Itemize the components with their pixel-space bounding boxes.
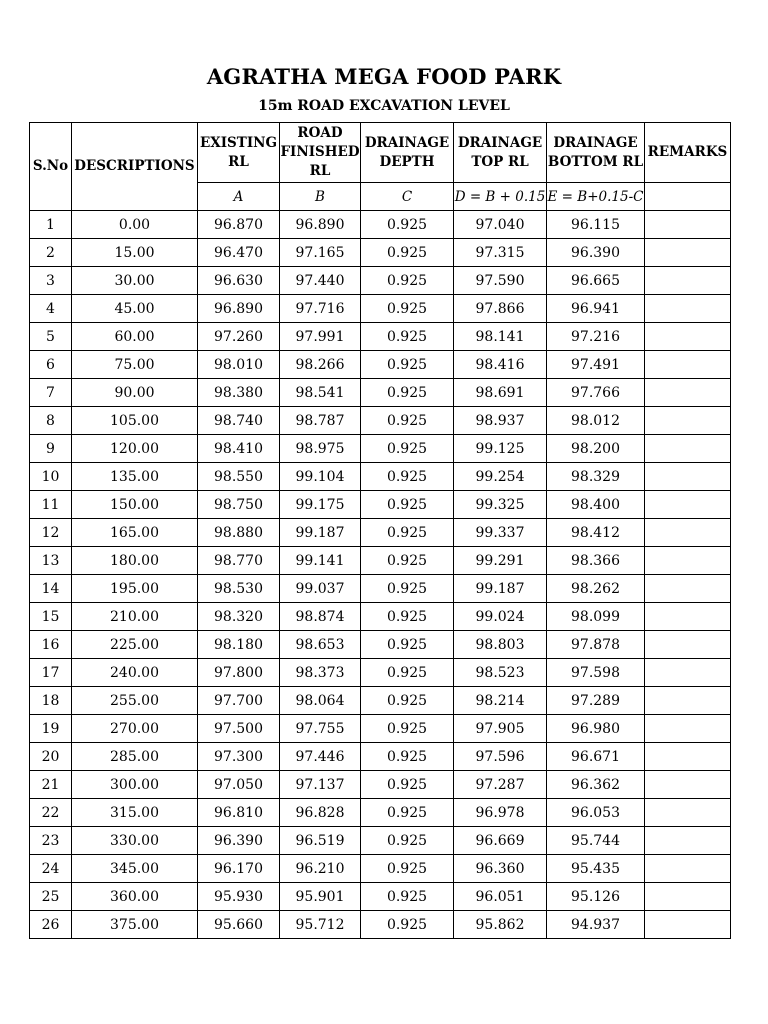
cell-existing-rl: 96.470 <box>198 239 280 267</box>
cell-sno: 4 <box>30 295 72 323</box>
cell-drainage-top-rl: 97.596 <box>454 743 547 771</box>
table-row <box>30 463 731 491</box>
cell-drainage-bottom-rl: 95.435 <box>547 855 645 883</box>
cell-existing-rl: 98.180 <box>198 631 280 659</box>
cell-description: 255.00 <box>72 687 198 715</box>
cell-existing-rl: 95.660 <box>198 911 280 939</box>
cell-description: 60.00 <box>72 323 198 351</box>
excavation-level-table <box>29 122 731 939</box>
header-descriptions: DESCRIPTIONS <box>72 123 198 211</box>
cell-description: 285.00 <box>72 743 198 771</box>
header-drainage-depth: DRAINAGE DEPTH <box>361 123 454 183</box>
cell-sno: 21 <box>30 771 72 799</box>
cell-drainage-depth: 0.925 <box>361 351 454 379</box>
cell-drainage-top-rl: 99.187 <box>454 575 547 603</box>
formula-drainage-depth: C <box>361 183 454 211</box>
cell-road-finished-rl: 95.712 <box>280 911 361 939</box>
cell-remarks <box>645 435 731 463</box>
cell-existing-rl: 98.320 <box>198 603 280 631</box>
cell-road-finished-rl: 98.874 <box>280 603 361 631</box>
cell-drainage-bottom-rl: 98.262 <box>547 575 645 603</box>
cell-drainage-top-rl: 98.214 <box>454 687 547 715</box>
cell-existing-rl: 97.260 <box>198 323 280 351</box>
cell-drainage-depth: 0.925 <box>361 799 454 827</box>
cell-drainage-bottom-rl: 98.329 <box>547 463 645 491</box>
header-drainage-bottom-rl: DRAINAGE BOTTOM RL <box>547 123 645 183</box>
cell-remarks <box>645 575 731 603</box>
cell-road-finished-rl: 97.440 <box>280 267 361 295</box>
cell-sno: 16 <box>30 631 72 659</box>
header-drainage-top-rl: DRAINAGE TOP RL <box>454 123 547 183</box>
cell-existing-rl: 98.740 <box>198 407 280 435</box>
cell-existing-rl: 98.880 <box>198 519 280 547</box>
formula-drainage-bottom-rl: E = B+0.15-C <box>547 183 645 211</box>
cell-drainage-top-rl: 96.978 <box>454 799 547 827</box>
cell-description: 360.00 <box>72 883 198 911</box>
cell-road-finished-rl: 98.653 <box>280 631 361 659</box>
cell-remarks <box>645 743 731 771</box>
cell-description: 270.00 <box>72 715 198 743</box>
table-row <box>30 323 731 351</box>
cell-sno: 8 <box>30 407 72 435</box>
cell-remarks <box>645 603 731 631</box>
table-row <box>30 911 731 939</box>
table-row <box>30 687 731 715</box>
cell-drainage-depth: 0.925 <box>361 407 454 435</box>
cell-description: 75.00 <box>72 351 198 379</box>
cell-existing-rl: 98.380 <box>198 379 280 407</box>
cell-road-finished-rl: 97.137 <box>280 771 361 799</box>
cell-remarks <box>645 211 731 239</box>
cell-road-finished-rl: 96.519 <box>280 827 361 855</box>
cell-remarks <box>645 491 731 519</box>
cell-drainage-top-rl: 95.862 <box>454 911 547 939</box>
table-row <box>30 491 731 519</box>
cell-road-finished-rl: 97.991 <box>280 323 361 351</box>
table-row <box>30 855 731 883</box>
table-row <box>30 771 731 799</box>
cell-drainage-bottom-rl: 98.099 <box>547 603 645 631</box>
cell-description: 105.00 <box>72 407 198 435</box>
cell-drainage-top-rl: 97.905 <box>454 715 547 743</box>
cell-drainage-bottom-rl: 98.366 <box>547 547 645 575</box>
cell-description: 0.00 <box>72 211 198 239</box>
cell-drainage-depth: 0.925 <box>361 603 454 631</box>
table-row <box>30 519 731 547</box>
cell-remarks <box>645 855 731 883</box>
formula-existing-rl: A <box>198 183 280 211</box>
cell-remarks <box>645 463 731 491</box>
cell-road-finished-rl: 96.828 <box>280 799 361 827</box>
table-row <box>30 631 731 659</box>
cell-existing-rl: 98.550 <box>198 463 280 491</box>
cell-drainage-depth: 0.925 <box>361 491 454 519</box>
cell-drainage-top-rl: 98.803 <box>454 631 547 659</box>
table-row <box>30 239 731 267</box>
cell-existing-rl: 96.630 <box>198 267 280 295</box>
cell-remarks <box>645 323 731 351</box>
cell-road-finished-rl: 97.755 <box>280 715 361 743</box>
cell-existing-rl: 95.930 <box>198 883 280 911</box>
cell-existing-rl: 98.010 <box>198 351 280 379</box>
cell-sno: 1 <box>30 211 72 239</box>
table-row <box>30 743 731 771</box>
cell-drainage-bottom-rl: 96.665 <box>547 267 645 295</box>
table-body <box>30 211 731 939</box>
formula-drainage-top-rl: D = B + 0.15 <box>454 183 547 211</box>
cell-drainage-top-rl: 97.315 <box>454 239 547 267</box>
cell-drainage-top-rl: 98.691 <box>454 379 547 407</box>
cell-existing-rl: 97.300 <box>198 743 280 771</box>
cell-description: 345.00 <box>72 855 198 883</box>
cell-description: 120.00 <box>72 435 198 463</box>
cell-road-finished-rl: 99.037 <box>280 575 361 603</box>
cell-drainage-depth: 0.925 <box>361 687 454 715</box>
table-row <box>30 211 731 239</box>
cell-sno: 3 <box>30 267 72 295</box>
cell-road-finished-rl: 96.210 <box>280 855 361 883</box>
cell-existing-rl: 97.800 <box>198 659 280 687</box>
cell-drainage-top-rl: 99.024 <box>454 603 547 631</box>
cell-drainage-top-rl: 96.669 <box>454 827 547 855</box>
cell-road-finished-rl: 98.064 <box>280 687 361 715</box>
cell-remarks <box>645 827 731 855</box>
cell-road-finished-rl: 99.141 <box>280 547 361 575</box>
cell-drainage-bottom-rl: 98.200 <box>547 435 645 463</box>
table-row <box>30 267 731 295</box>
cell-drainage-depth: 0.925 <box>361 323 454 351</box>
cell-road-finished-rl: 97.446 <box>280 743 361 771</box>
cell-sno: 11 <box>30 491 72 519</box>
table-row <box>30 659 731 687</box>
cell-description: 90.00 <box>72 379 198 407</box>
table-row <box>30 435 731 463</box>
cell-drainage-top-rl: 97.590 <box>454 267 547 295</box>
cell-remarks <box>645 715 731 743</box>
cell-existing-rl: 98.770 <box>198 547 280 575</box>
cell-drainage-depth: 0.925 <box>361 295 454 323</box>
cell-description: 330.00 <box>72 827 198 855</box>
cell-drainage-depth: 0.925 <box>361 463 454 491</box>
cell-remarks <box>645 911 731 939</box>
cell-drainage-top-rl: 96.051 <box>454 883 547 911</box>
cell-drainage-bottom-rl: 96.362 <box>547 771 645 799</box>
cell-existing-rl: 96.810 <box>198 799 280 827</box>
cell-road-finished-rl: 99.104 <box>280 463 361 491</box>
cell-existing-rl: 97.700 <box>198 687 280 715</box>
cell-drainage-bottom-rl: 96.390 <box>547 239 645 267</box>
cell-drainage-bottom-rl: 97.491 <box>547 351 645 379</box>
cell-drainage-bottom-rl: 96.671 <box>547 743 645 771</box>
cell-drainage-depth: 0.925 <box>361 743 454 771</box>
cell-drainage-bottom-rl: 95.126 <box>547 883 645 911</box>
cell-sno: 18 <box>30 687 72 715</box>
cell-drainage-bottom-rl: 97.216 <box>547 323 645 351</box>
cell-remarks <box>645 351 731 379</box>
cell-description: 150.00 <box>72 491 198 519</box>
cell-drainage-bottom-rl: 97.766 <box>547 379 645 407</box>
cell-drainage-bottom-rl: 97.878 <box>547 631 645 659</box>
cell-description: 315.00 <box>72 799 198 827</box>
cell-existing-rl: 97.500 <box>198 715 280 743</box>
cell-drainage-top-rl: 97.040 <box>454 211 547 239</box>
cell-sno: 10 <box>30 463 72 491</box>
cell-remarks <box>645 267 731 295</box>
page-title: AGRATHA MEGA FOOD PARK <box>206 64 562 89</box>
cell-description: 165.00 <box>72 519 198 547</box>
cell-drainage-depth: 0.925 <box>361 239 454 267</box>
table-row <box>30 715 731 743</box>
cell-description: 45.00 <box>72 295 198 323</box>
cell-existing-rl: 96.170 <box>198 855 280 883</box>
cell-remarks <box>645 519 731 547</box>
cell-road-finished-rl: 98.975 <box>280 435 361 463</box>
cell-sno: 17 <box>30 659 72 687</box>
cell-drainage-depth: 0.925 <box>361 547 454 575</box>
cell-sno: 2 <box>30 239 72 267</box>
cell-drainage-depth: 0.925 <box>361 659 454 687</box>
cell-sno: 25 <box>30 883 72 911</box>
cell-existing-rl: 98.410 <box>198 435 280 463</box>
cell-drainage-top-rl: 98.937 <box>454 407 547 435</box>
cell-sno: 24 <box>30 855 72 883</box>
cell-drainage-top-rl: 99.291 <box>454 547 547 575</box>
cell-existing-rl: 98.750 <box>198 491 280 519</box>
cell-drainage-top-rl: 99.125 <box>454 435 547 463</box>
cell-drainage-top-rl: 98.141 <box>454 323 547 351</box>
cell-remarks <box>645 239 731 267</box>
page-subtitle: 15m ROAD EXCAVATION LEVEL <box>258 98 510 114</box>
cell-existing-rl: 98.530 <box>198 575 280 603</box>
cell-road-finished-rl: 98.266 <box>280 351 361 379</box>
cell-drainage-depth: 0.925 <box>361 575 454 603</box>
cell-drainage-top-rl: 98.416 <box>454 351 547 379</box>
table-row <box>30 295 731 323</box>
cell-sno: 23 <box>30 827 72 855</box>
cell-existing-rl: 96.890 <box>198 295 280 323</box>
cell-description: 30.00 <box>72 267 198 295</box>
cell-remarks <box>645 799 731 827</box>
cell-remarks <box>645 687 731 715</box>
cell-drainage-bottom-rl: 95.744 <box>547 827 645 855</box>
table-row <box>30 827 731 855</box>
cell-sno: 15 <box>30 603 72 631</box>
cell-description: 135.00 <box>72 463 198 491</box>
cell-description: 375.00 <box>72 911 198 939</box>
cell-road-finished-rl: 97.165 <box>280 239 361 267</box>
cell-remarks <box>645 379 731 407</box>
cell-drainage-top-rl: 99.337 <box>454 519 547 547</box>
cell-drainage-bottom-rl: 96.941 <box>547 295 645 323</box>
cell-drainage-bottom-rl: 98.400 <box>547 491 645 519</box>
cell-sno: 14 <box>30 575 72 603</box>
cell-sno: 20 <box>30 743 72 771</box>
cell-existing-rl: 96.390 <box>198 827 280 855</box>
cell-road-finished-rl: 98.787 <box>280 407 361 435</box>
cell-road-finished-rl: 96.890 <box>280 211 361 239</box>
cell-drainage-top-rl: 97.866 <box>454 295 547 323</box>
cell-drainage-top-rl: 97.287 <box>454 771 547 799</box>
cell-drainage-bottom-rl: 98.012 <box>547 407 645 435</box>
table-row <box>30 379 731 407</box>
cell-drainage-depth: 0.925 <box>361 715 454 743</box>
cell-description: 180.00 <box>72 547 198 575</box>
cell-remarks <box>645 631 731 659</box>
cell-remarks <box>645 407 731 435</box>
cell-sno: 19 <box>30 715 72 743</box>
table-row <box>30 575 731 603</box>
cell-drainage-depth: 0.925 <box>361 435 454 463</box>
cell-existing-rl: 96.870 <box>198 211 280 239</box>
table-row <box>30 407 731 435</box>
cell-drainage-depth: 0.925 <box>361 211 454 239</box>
cell-sno: 22 <box>30 799 72 827</box>
cell-drainage-depth: 0.925 <box>361 267 454 295</box>
cell-sno: 6 <box>30 351 72 379</box>
cell-drainage-bottom-rl: 94.937 <box>547 911 645 939</box>
cell-drainage-bottom-rl: 96.053 <box>547 799 645 827</box>
cell-remarks <box>645 771 731 799</box>
cell-sno: 13 <box>30 547 72 575</box>
cell-remarks <box>645 295 731 323</box>
cell-drainage-depth: 0.925 <box>361 911 454 939</box>
table-row <box>30 547 731 575</box>
cell-road-finished-rl: 95.901 <box>280 883 361 911</box>
cell-drainage-bottom-rl: 96.980 <box>547 715 645 743</box>
cell-road-finished-rl: 99.187 <box>280 519 361 547</box>
table-row <box>30 883 731 911</box>
cell-drainage-bottom-rl: 96.115 <box>547 211 645 239</box>
cell-road-finished-rl: 99.175 <box>280 491 361 519</box>
header-remarks: REMARKS <box>645 123 731 183</box>
cell-drainage-top-rl: 99.325 <box>454 491 547 519</box>
cell-road-finished-rl: 98.541 <box>280 379 361 407</box>
cell-drainage-depth: 0.925 <box>361 379 454 407</box>
cell-drainage-bottom-rl: 97.289 <box>547 687 645 715</box>
header-existing-rl: EXISTING RL <box>198 123 280 183</box>
cell-drainage-top-rl: 96.360 <box>454 855 547 883</box>
cell-sno: 26 <box>30 911 72 939</box>
cell-drainage-depth: 0.925 <box>361 771 454 799</box>
cell-drainage-bottom-rl: 97.598 <box>547 659 645 687</box>
table-row <box>30 799 731 827</box>
cell-drainage-top-rl: 98.523 <box>454 659 547 687</box>
cell-sno: 9 <box>30 435 72 463</box>
table-row <box>30 351 731 379</box>
cell-description: 240.00 <box>72 659 198 687</box>
cell-remarks <box>645 883 731 911</box>
table-row <box>30 603 731 631</box>
cell-sno: 12 <box>30 519 72 547</box>
formula-remarks <box>645 183 731 211</box>
cell-road-finished-rl: 98.373 <box>280 659 361 687</box>
cell-sno: 5 <box>30 323 72 351</box>
cell-sno: 7 <box>30 379 72 407</box>
cell-description: 225.00 <box>72 631 198 659</box>
cell-description: 15.00 <box>72 239 198 267</box>
cell-drainage-depth: 0.925 <box>361 883 454 911</box>
cell-remarks <box>645 547 731 575</box>
cell-description: 195.00 <box>72 575 198 603</box>
cell-description: 210.00 <box>72 603 198 631</box>
cell-drainage-depth: 0.925 <box>361 519 454 547</box>
cell-existing-rl: 97.050 <box>198 771 280 799</box>
header-road-finished-rl: ROAD FINISHED RL <box>280 123 361 183</box>
header-sno: S.No <box>30 123 72 211</box>
cell-road-finished-rl: 97.716 <box>280 295 361 323</box>
formula-road-finished-rl: B <box>280 183 361 211</box>
cell-remarks <box>645 659 731 687</box>
cell-drainage-depth: 0.925 <box>361 631 454 659</box>
cell-drainage-bottom-rl: 98.412 <box>547 519 645 547</box>
cell-description: 300.00 <box>72 771 198 799</box>
cell-drainage-depth: 0.925 <box>361 855 454 883</box>
cell-drainage-depth: 0.925 <box>361 827 454 855</box>
cell-drainage-top-rl: 99.254 <box>454 463 547 491</box>
